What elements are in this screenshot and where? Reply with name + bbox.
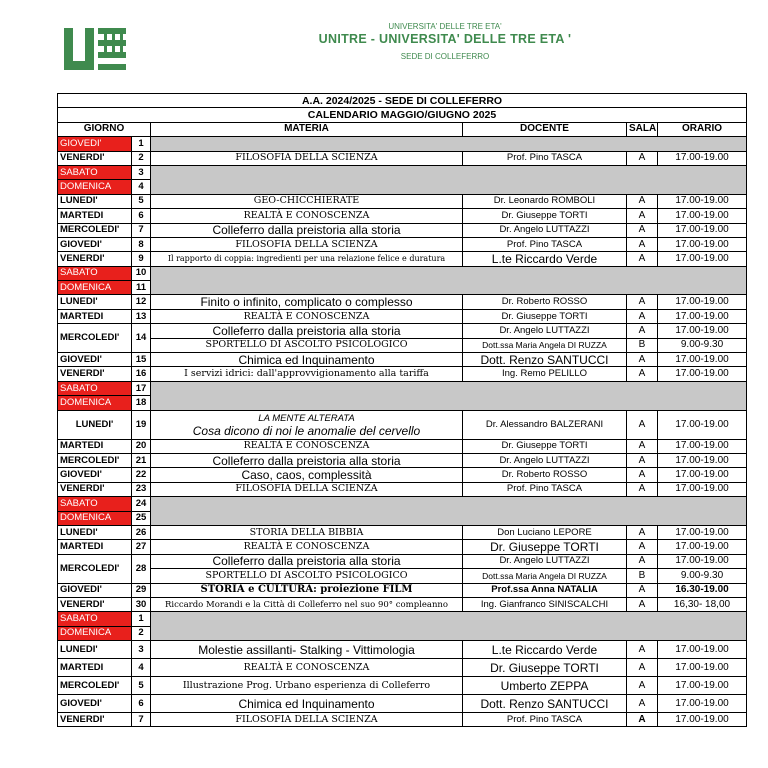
- subject-cell: Caso, caos, complessità: [151, 468, 463, 482]
- table-row: [58, 612, 747, 626]
- time-cell: 17.00-19.00: [658, 223, 747, 237]
- empty-cell: [151, 381, 747, 410]
- table-row: [58, 453, 747, 467]
- table-row: [58, 641, 747, 659]
- table-row: [58, 353, 747, 367]
- time-cell: 17.00-19.00: [658, 410, 747, 439]
- table-row: [58, 695, 747, 713]
- table-row: [58, 295, 747, 309]
- table-row: [58, 677, 747, 695]
- table-row: [58, 410, 747, 439]
- date-cell: 1: [132, 612, 151, 626]
- subject-line-2: Cosa dicono di noi le anomalie del cervello: [192, 423, 421, 438]
- day-cell: VENERDI': [58, 597, 132, 611]
- table-row: [58, 583, 747, 597]
- time-cell: 17.00-19.00: [658, 554, 747, 568]
- day-cell: DOMENICA: [58, 180, 132, 194]
- table-title-year: A.A. 2024/2025 - SEDE DI COLLEFERRO: [58, 94, 747, 108]
- teacher-cell: Dr. Giuseppe TORTI: [463, 309, 627, 323]
- room-cell: A: [627, 410, 658, 439]
- teacher-cell: Dr. Leonardo ROMBOLI: [463, 194, 627, 208]
- day-cell: DOMENICA: [58, 396, 132, 410]
- date-cell: 20: [132, 439, 151, 453]
- table-row: [58, 569, 747, 583]
- time-cell: 17.00-19.00: [658, 151, 747, 165]
- subject-cell: FILOSOFIA DELLA SCIENZA: [151, 151, 463, 165]
- subject-cell: Colleferro dalla preistoria alla storia: [151, 554, 463, 568]
- table-row: [58, 497, 747, 511]
- day-cell: MARTEDI: [58, 439, 132, 453]
- day-cell: SABATO: [58, 165, 132, 179]
- time-cell: 17.00-19.00: [658, 295, 747, 309]
- teacher-cell: Dr. Angelo LUTTAZZI: [463, 453, 627, 467]
- room-cell: A: [627, 151, 658, 165]
- date-cell: 3: [132, 165, 151, 179]
- day-cell: GIOVEDI': [58, 237, 132, 251]
- subject-cell: Colleferro dalla preistoria alla storia: [151, 453, 463, 467]
- header-sede: SEDE DI COLLEFERRO: [400, 52, 490, 61]
- date-cell: 11: [132, 281, 151, 295]
- day-cell: MERCOLEDI': [58, 677, 132, 695]
- date-cell: 10: [132, 266, 151, 280]
- date-cell: 21: [132, 453, 151, 467]
- date-cell: 4: [132, 180, 151, 194]
- day-cell: LUNEDI': [58, 194, 132, 208]
- day-cell: SABATO: [58, 266, 132, 280]
- date-cell: 5: [132, 677, 151, 695]
- day-cell: MARTEDI: [58, 540, 132, 554]
- time-cell: 16,30- 18,00: [658, 597, 747, 611]
- table-row: [58, 237, 747, 251]
- subject-cell: [151, 410, 463, 439]
- table-row: [58, 381, 747, 395]
- teacher-cell: Dott.ssa Maria Angela DI RUZZA: [463, 338, 627, 352]
- time-cell: 17.00-19.00: [658, 659, 747, 677]
- teacher-cell: L.te Riccardo Verde: [463, 641, 627, 659]
- date-cell: 6: [132, 695, 151, 713]
- table-row: [58, 209, 747, 223]
- room-cell: A: [627, 223, 658, 237]
- room-cell: A: [627, 695, 658, 713]
- time-cell: 17.00-19.00: [658, 525, 747, 539]
- table-row: [58, 713, 747, 727]
- date-cell: 1: [132, 137, 151, 151]
- room-cell: A: [627, 713, 658, 727]
- time-cell: 17.00-19.00: [658, 194, 747, 208]
- date-cell: 19: [132, 410, 151, 439]
- time-cell: 17.00-19.00: [658, 540, 747, 554]
- time-cell: 17.00-19.00: [658, 695, 747, 713]
- time-cell: 9.00-9.30: [658, 338, 747, 352]
- table-row: [58, 137, 747, 151]
- day-cell: DOMENICA: [58, 626, 132, 640]
- table-row: [58, 266, 747, 280]
- day-cell: SABATO: [58, 612, 132, 626]
- teacher-cell: Dr. Angelo LUTTAZZI: [463, 554, 627, 568]
- time-cell: 17.00-19.00: [658, 252, 747, 266]
- teacher-cell: Prof. Pino TASCA: [463, 237, 627, 251]
- teacher-cell: Dott.ssa Maria Angela DI RUZZA: [463, 569, 627, 583]
- time-cell: 17.00-19.00: [658, 237, 747, 251]
- table-row: [58, 367, 747, 381]
- date-cell: 13: [132, 309, 151, 323]
- day-cell: LUNEDI': [58, 410, 132, 439]
- day-cell: LUNEDI': [58, 641, 132, 659]
- teacher-cell: Dr. Alessandro BALZERANI: [463, 410, 627, 439]
- subject-cell: SPORTELLO DI ASCOLTO PSICOLOGICO: [151, 338, 463, 352]
- empty-cell: [151, 266, 747, 295]
- table-row: [58, 309, 747, 323]
- table-row: [58, 482, 747, 496]
- room-cell: A: [627, 237, 658, 251]
- table-row: [58, 151, 747, 165]
- subject-cell: STORIA DELLA BIBBIA: [151, 525, 463, 539]
- date-cell: 18: [132, 396, 151, 410]
- room-cell: A: [627, 453, 658, 467]
- subject-cell: I servizi idrici: dall'approvvigionamento alla tariffa: [151, 367, 463, 381]
- room-cell: A: [627, 209, 658, 223]
- subject-cell: REALTÀ E CONOSCENZA: [151, 209, 463, 223]
- room-cell: A: [627, 353, 658, 367]
- teacher-cell: Dr. Giuseppe TORTI: [463, 209, 627, 223]
- day-cell: VENERDI': [58, 482, 132, 496]
- teacher-cell: L.te Riccardo Verde: [463, 252, 627, 266]
- room-cell: A: [627, 252, 658, 266]
- day-cell: LUNEDI': [58, 295, 132, 309]
- room-cell: A: [627, 641, 658, 659]
- date-cell: 12: [132, 295, 151, 309]
- subject-cell: Chimica ed Inquinamento: [151, 353, 463, 367]
- subject-line-1: LA MENTE ALTERATA: [258, 412, 355, 424]
- day-cell: SABATO: [58, 497, 132, 511]
- subject-cell: FILOSOFIA DELLA SCIENZA: [151, 482, 463, 496]
- date-cell: 29: [132, 583, 151, 597]
- subject-cell: Colleferro dalla preistoria alla storia: [151, 223, 463, 237]
- teacher-cell: Prof.ssa Anna NATALIA: [463, 583, 627, 597]
- date-cell: 30: [132, 597, 151, 611]
- time-cell: 17.00-19.00: [658, 677, 747, 695]
- col-header-orario: ORARIO: [658, 122, 747, 136]
- table-row: [58, 324, 747, 338]
- teacher-cell: Dr. Giuseppe TORTI: [463, 659, 627, 677]
- subject-cell: STORIA e CULTURA: proiezione FILM: [151, 583, 463, 597]
- subject-cell: Chimica ed Inquinamento: [151, 695, 463, 713]
- day-cell: VENERDI': [58, 151, 132, 165]
- teacher-cell: Dr. Roberto ROSSO: [463, 295, 627, 309]
- col-header-docente: DOCENTE: [463, 122, 627, 136]
- teacher-cell: Dr. Angelo LUTTAZZI: [463, 223, 627, 237]
- table-row: [58, 525, 747, 539]
- time-cell: 17.00-19.00: [658, 439, 747, 453]
- time-cell: 16.30-19.00: [658, 583, 747, 597]
- table-row: [58, 597, 747, 611]
- teacher-cell: Dr. Angelo LUTTAZZI: [463, 324, 627, 338]
- date-cell: 26: [132, 525, 151, 539]
- date-cell: 8: [132, 237, 151, 251]
- date-cell: 15: [132, 353, 151, 367]
- time-cell: 17.00-19.00: [658, 641, 747, 659]
- empty-cell: [151, 612, 747, 641]
- day-cell: GIOVEDI': [58, 137, 132, 151]
- subject-cell: Molestie assillanti- Stalking - Vittimologia: [151, 641, 463, 659]
- time-cell: 17.00-19.00: [658, 209, 747, 223]
- day-cell: DOMENICA: [58, 281, 132, 295]
- date-cell: 6: [132, 209, 151, 223]
- subject-cell: SPORTELLO DI ASCOLTO PSICOLOGICO: [151, 569, 463, 583]
- col-header-sala: SALA: [627, 122, 658, 136]
- date-cell: 28: [132, 554, 151, 583]
- time-cell: 9.00-9.30: [658, 569, 747, 583]
- room-cell: A: [627, 367, 658, 381]
- date-cell: 25: [132, 511, 151, 525]
- header-university-line: UNIVERSITA' DELLE TRE ETA': [388, 22, 502, 31]
- room-cell: A: [627, 659, 658, 677]
- date-cell: 2: [132, 151, 151, 165]
- date-cell: 9: [132, 252, 151, 266]
- subject-cell: REALTÀ E CONOSCENZA: [151, 540, 463, 554]
- room-cell: A: [627, 194, 658, 208]
- teacher-cell: Dott. Renzo SANTUCCI: [463, 353, 627, 367]
- table-row: [58, 659, 747, 677]
- day-cell: MERCOLEDI': [58, 453, 132, 467]
- col-header-materia: MATERIA: [151, 122, 463, 136]
- time-cell: 17.00-19.00: [658, 309, 747, 323]
- teacher-cell: Dott. Renzo SANTUCCI: [463, 695, 627, 713]
- teacher-cell: Prof. Pino TASCA: [463, 713, 627, 727]
- date-cell: 16: [132, 367, 151, 381]
- empty-cell: [151, 137, 747, 151]
- room-cell: A: [627, 482, 658, 496]
- table-row: [58, 554, 747, 568]
- subject-cell: REALTÀ E CONOSCENZA: [151, 659, 463, 677]
- time-cell: 17.00-19.00: [658, 367, 747, 381]
- day-cell: MERCOLEDI': [58, 223, 132, 237]
- day-cell: VENERDI': [58, 713, 132, 727]
- date-cell: 23: [132, 482, 151, 496]
- date-cell: 2: [132, 626, 151, 640]
- subject-cell: Illustrazione Prog. Urbano esperienza di Colleferro: [151, 677, 463, 695]
- room-cell: A: [627, 525, 658, 539]
- table-title-calendar: CALENDARIO MAGGIO/GIUGNO 2025: [58, 108, 747, 122]
- day-cell: VENERDI': [58, 367, 132, 381]
- time-cell: 17.00-19.00: [658, 482, 747, 496]
- room-cell: A: [627, 583, 658, 597]
- day-cell: DOMENICA: [58, 511, 132, 525]
- date-cell: 27: [132, 540, 151, 554]
- teacher-cell: Prof. Pino TASCA: [463, 482, 627, 496]
- day-cell: GIOVEDI': [58, 468, 132, 482]
- teacher-cell: Dr. Giuseppe TORTI: [463, 540, 627, 554]
- date-cell: 3: [132, 641, 151, 659]
- date-cell: 7: [132, 223, 151, 237]
- subject-cell: REALTÀ E CONOSCENZA: [151, 309, 463, 323]
- subject-cell: REALTÀ E CONOSCENZA: [151, 439, 463, 453]
- table-row: [58, 252, 747, 266]
- teacher-cell: Don Luciano LEPORE: [463, 525, 627, 539]
- room-cell: A: [627, 468, 658, 482]
- time-cell: 17.00-19.00: [658, 353, 747, 367]
- day-cell: MERCOLEDI': [58, 324, 132, 353]
- room-cell: B: [627, 569, 658, 583]
- empty-cell: [151, 165, 747, 194]
- day-cell: SABATO: [58, 381, 132, 395]
- room-cell: A: [627, 554, 658, 568]
- subject-cell: Colleferro dalla preistoria alla storia: [151, 324, 463, 338]
- time-cell: 17.00-19.00: [658, 713, 747, 727]
- date-cell: 24: [132, 497, 151, 511]
- date-cell: 22: [132, 468, 151, 482]
- day-cell: GIOVEDI': [58, 353, 132, 367]
- time-cell: 17.00-19.00: [658, 468, 747, 482]
- col-header-giorno: GIORNO: [58, 122, 151, 136]
- room-cell: A: [627, 439, 658, 453]
- day-cell: MERCOLEDI': [58, 554, 132, 583]
- teacher-cell: Ing. Remo PELILLO: [463, 367, 627, 381]
- teacher-cell: Dr. Giuseppe TORTI: [463, 439, 627, 453]
- date-cell: 4: [132, 659, 151, 677]
- table-row: [58, 165, 747, 179]
- date-cell: 17: [132, 381, 151, 395]
- day-cell: VENERDI': [58, 252, 132, 266]
- day-cell: GIOVEDI': [58, 583, 132, 597]
- subject-cell: FILOSOFIA DELLA SCIENZA: [151, 713, 463, 727]
- day-cell: MARTEDI: [58, 209, 132, 223]
- date-cell: 7: [132, 713, 151, 727]
- table-row: [58, 540, 747, 554]
- teacher-cell: Prof. Pino TASCA: [463, 151, 627, 165]
- table-row: [58, 223, 747, 237]
- calendar-table: [57, 93, 747, 727]
- time-cell: 17.00-19.00: [658, 453, 747, 467]
- subject-cell: Finito o infinito, complicato o complesso: [151, 295, 463, 309]
- date-cell: 14: [132, 324, 151, 353]
- room-cell: A: [627, 295, 658, 309]
- room-cell: A: [627, 324, 658, 338]
- room-cell: A: [627, 677, 658, 695]
- subject-cell: Il rapporto di coppia: ingredienti per una relazione felice e duratura: [151, 252, 463, 266]
- table-row: [58, 468, 747, 482]
- table-row: [58, 194, 747, 208]
- day-cell: MARTEDI: [58, 659, 132, 677]
- subject-cell: Riccardo Morandi e la Città di Colleferro nel suo 90° compleanno: [151, 597, 463, 611]
- table-row: [58, 338, 747, 352]
- teacher-cell: Umberto ZEPPA: [463, 677, 627, 695]
- teacher-cell: Dr. Roberto ROSSO: [463, 468, 627, 482]
- teacher-cell: Ing. Gianfranco SINISCALCHI: [463, 597, 627, 611]
- room-cell: A: [627, 309, 658, 323]
- day-cell: GIOVEDI': [58, 695, 132, 713]
- day-cell: LUNEDI': [58, 525, 132, 539]
- room-cell: A: [627, 540, 658, 554]
- table-row: [58, 439, 747, 453]
- subject-cell: FILOSOFIA DELLA SCIENZA: [151, 237, 463, 251]
- time-cell: 17.00-19.00: [658, 324, 747, 338]
- room-cell: A: [627, 597, 658, 611]
- room-cell: B: [627, 338, 658, 352]
- subject-cell: GEO-CHICCHIERATE: [151, 194, 463, 208]
- unitre-logo: [64, 28, 126, 70]
- date-cell: 5: [132, 194, 151, 208]
- empty-cell: [151, 497, 747, 526]
- day-cell: MARTEDI: [58, 309, 132, 323]
- header-title: UNITRE - UNIVERSITA' DELLE TRE ETA ': [318, 32, 572, 46]
